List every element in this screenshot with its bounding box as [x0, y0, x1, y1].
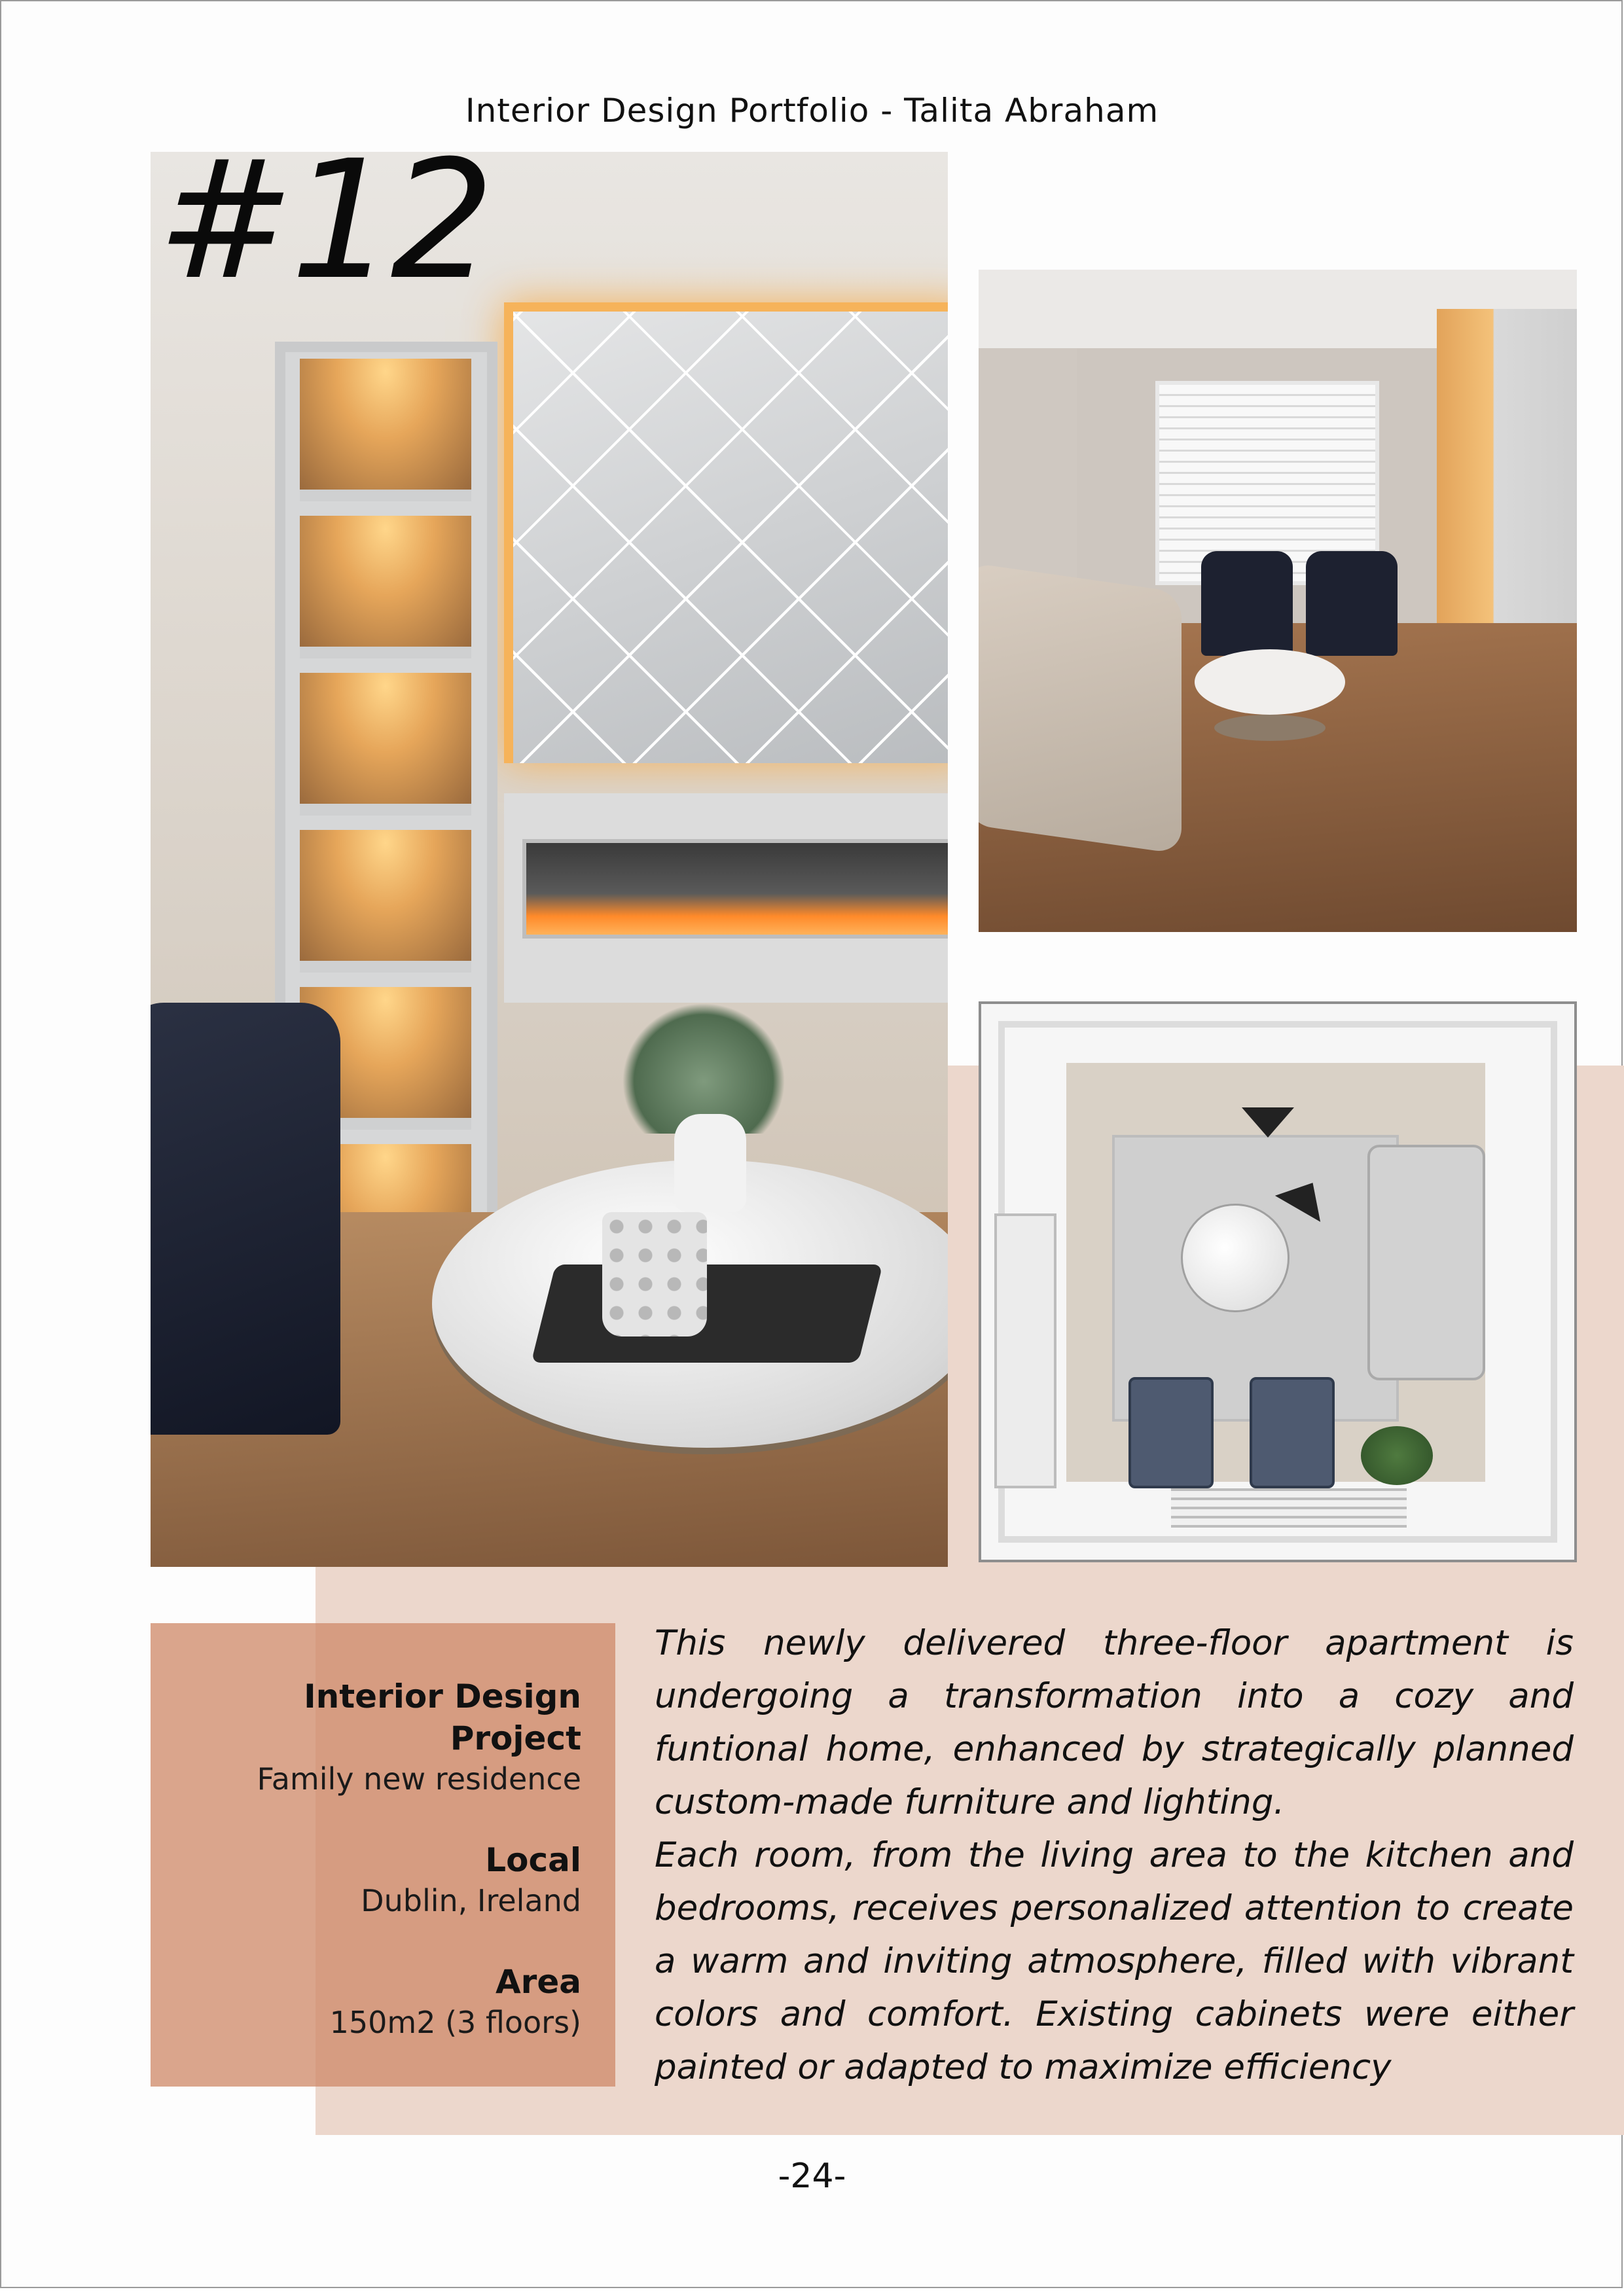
- plan-plant: [1361, 1426, 1433, 1485]
- mirror-panel: [504, 302, 948, 763]
- navy-armchair: [151, 1003, 340, 1435]
- area-label: Area: [495, 1963, 581, 2001]
- local-label: Local: [485, 1841, 581, 1879]
- project-number: #12: [157, 152, 491, 315]
- page-number: -24-: [778, 2157, 846, 2196]
- page-title: Interior Design Portfolio - Talita Abraham: [465, 92, 1159, 130]
- camera-view-icon: [1242, 1107, 1294, 1138]
- round-coffee-table: [1195, 649, 1345, 715]
- navy-armchair: [1201, 551, 1293, 656]
- description-paragraph: This newly delivered three-floor apartment is undergoing a transformation into a cozy and funtional home, enhanced by strategically planned custom-made furniture and lighting.: [655, 1623, 1574, 1822]
- navy-armchair: [1306, 551, 1398, 656]
- plan-coffee-table: [1181, 1204, 1290, 1312]
- project-value: Family new residence: [257, 1761, 581, 1797]
- area-value: 150m2 (3 floors): [329, 2005, 581, 2040]
- plan-stairs: [1171, 1488, 1407, 1528]
- local-value: Dublin, Ireland: [361, 1883, 581, 1918]
- plan-armchair: [1250, 1377, 1335, 1488]
- plan-sofa: [1367, 1145, 1485, 1380]
- beige-sofa: [979, 562, 1182, 854]
- project-label: Interior Design Project: [304, 1677, 581, 1757]
- plan-armchair: [1128, 1377, 1214, 1488]
- project-info-box: [151, 1623, 615, 2087]
- black-tray: [531, 1265, 882, 1363]
- white-vase: [674, 1114, 746, 1212]
- floor-plan-render: [979, 1001, 1577, 1562]
- living-room-wide-photo: [979, 270, 1577, 932]
- living-room-main-photo: [151, 152, 948, 1567]
- project-description: [655, 1617, 1574, 2094]
- description-paragraph: Each room, from the living area to the kitchen and bedrooms, receives personalized attention to create a warm and inviting atmosphere, filled with vibrant colors and comfort. Existing cabinets were either painted or adapted to maximize efficiency: [655, 1835, 1574, 2087]
- polka-dot-mug: [602, 1212, 707, 1336]
- electric-fireplace: [522, 839, 948, 939]
- plan-cabinet: [994, 1213, 1056, 1488]
